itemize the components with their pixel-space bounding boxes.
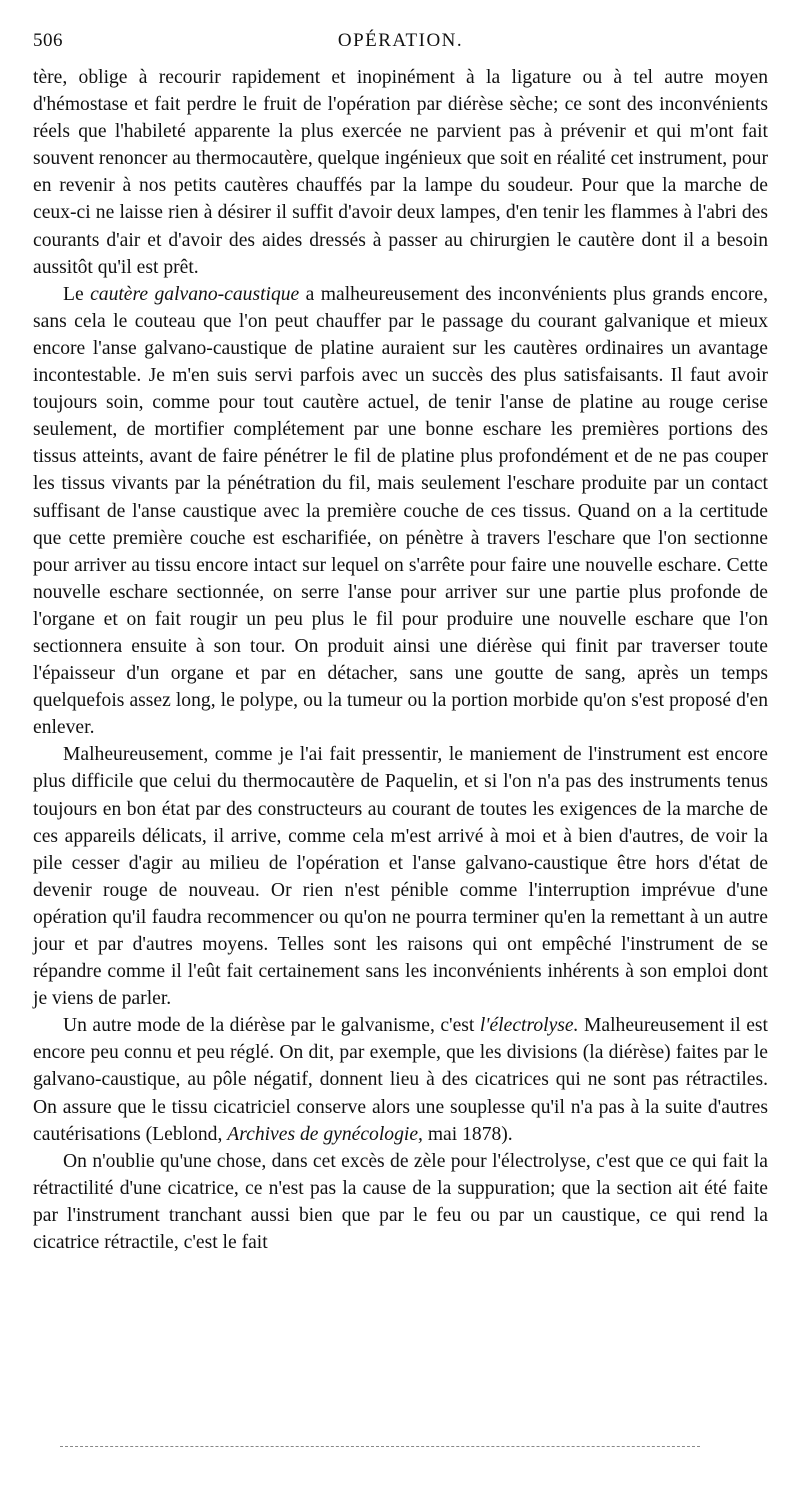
running-head	[33, 30, 768, 56]
journal-title: Archives de gynécologie,	[227, 1123, 423, 1145]
paragraph-4	[33, 1012, 768, 1147]
term-electrolyse: l'électrolyse.	[479, 1015, 579, 1037]
body-text	[33, 64, 768, 1256]
paragraph-4-mid: Malheureusement il est encore peu connu et peu réglé. On dit, par exemple, que les divisions (la diérèse) faites par le galvano-caustique, au pôle négatif, donnent lieu à des cicatrices qui ne sont pas rétractiles. On assure que le tissu cicatriciel conserve alors une souplesse qu'il n'a pas à la suite d'autres cautérisations (Leblond,	[33, 1015, 768, 1145]
paragraph-4-lead: Un autre mode de la diérèse par le galvanisme, c'est	[63, 1015, 480, 1037]
paragraph-2-lead: Le	[63, 283, 91, 305]
term-galvano-caustique: cautère galvano-caustique	[90, 283, 300, 305]
page-number: 506	[33, 30, 63, 51]
paragraph-2-rest: a malheureusement des inconvénients plus grands encore, sans cela le couteau que l'on peut chauffer par le passage du courant galvanique et mieux encore l'anse galvano-caustique de platine auraient sur les cautères ordinaires un avantage incontestable. Je m'en suis servi parfois avec un succès des plus satisfaisants. Il faut avoir toujours soin, comme pour tout cautère actuel, de tenir l'anse de platine au rouge cerise seulement, de mortifier complétement par une bonne eschare les premières portions des tissus atteints, avant de faire pénétrer le fil de platine plus profondément et de ne pas couper les tissus vivants par la pénétration du fil, mais seulement l'eschare produite par un contact suffisant de l'anse caustique avec la première couche de ces tissus. Quand on a la certitude que cette première couche est escharifiée, on pénètre à travers l'eschare que l'on sectionne pour arriver au tissu encore intact sur lequel on s'arrête pour faire une nouvelle eschare. Cette nouvelle eschare sectionnée, on serre l'anse pour arriver sur une partie plus profonde de l'organe et on fait rougir un peu plus le fil pour produire une nouvelle eschare que l'on sectionnera ensuite à son tour. On produit ainsi une diérèse qui finit par traverser toute l'épaisseur d'un organe et par en détacher, sans une goutte de sang, après un temps quelquefois assez long, le polype, ou la tumeur ou la portion morbide qu'on s'est proposé d'en enlever.	[33, 283, 768, 739]
footer-rule	[60, 1446, 700, 1447]
paragraph-4-tail: mai 1878).	[422, 1123, 513, 1145]
running-title: OPÉRATION.	[337, 30, 464, 51]
paragraph-3: Malheureusement, comme je l'ai fait pressentir, le maniement de l'instrument est encore plus difficile que celui du thermocautère de Paquelin, et si l'on n'a pas des instruments tenus toujours en bon état par des constructeurs au courant de toutes les exigences de la marche de ces appareils délicats, il arrive, comme cela m'est arrivé à moi et à bien d'autres, de voir la pile cesser d'agir au milieu de l'opération et l'anse galvano-caustique être hors d'état de devenir rouge de nouveau. Or rien n'est pénible comme l'interruption imprévue d'une opération qu'il faudra recommencer ou qu'on ne pourra terminer qu'en la remettant à un autre jour et par d'autres moyens. Telles sont les raisons qui ont empêché l'instrument de se répandre comme il l'eût fait certainement sans les inconvénients inhérents à son emploi dont je viens de parler.	[33, 744, 768, 1010]
paragraph-2	[33, 281, 768, 742]
paragraph-1: tère, oblige à recourir rapidement et inopinément à la ligature ou à tel autre moyen d'hémostase et fait perdre le fruit de l'opération par diérèse sèche; ce sont des inconvénients réels que l'habileté apparente la plus exercée ne parvient pas à prévenir et qui m'ont fait souvent renoncer au thermocautère, quelque ingénieux que soit en réalité cet instrument, pour en revenir à nos petits cautères chauffés par la lampe du soudeur. Pour que la marche de ceux-ci ne laisse rien à désirer il suffit d'avoir deux lampes, d'en tenir les flammes à l'abri des courants d'air et d'avoir des aides dressés à passer au chirurgien le cautère dont il a besoin aussitôt qu'il est prêt.	[33, 67, 768, 278]
paragraph-5: On n'oublie qu'une chose, dans cet excès de zèle pour l'électrolyse, c'est que ce qui fait la rétractilité d'une cicatrice, ce n'est pas la cause de la suppuration; que la section ait été faite par l'instrument tranchant aussi bien que par le feu ou par un caustique, ce qui rend la cicatrice rétractile, c'est le fait	[33, 1150, 768, 1254]
